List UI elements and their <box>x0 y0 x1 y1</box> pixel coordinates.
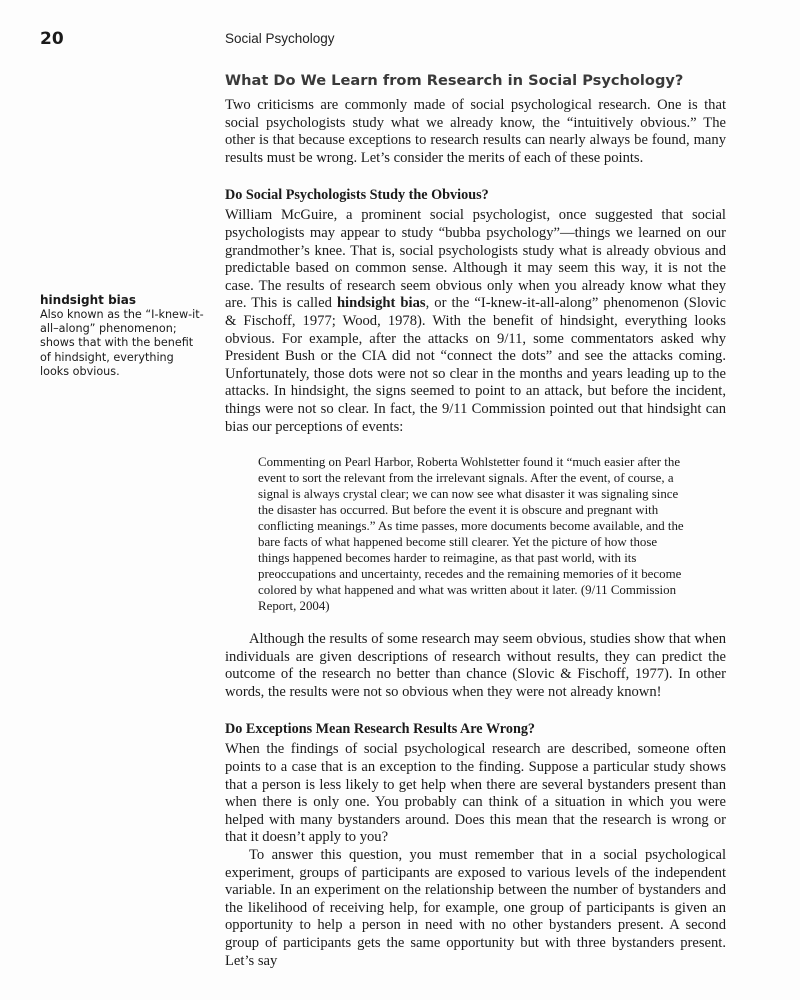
paragraph-bubba-psychology <box>225 207 726 436</box>
paragraph-text: , or the “I-knew-it-all-along” phenomenon (Slovic & Fischoff, 1977; Wood, 1978). With the benefit of hindsight, everything looks obvious. For example, after the attacks on 9/11, some commentators asked why President Bush or the CIA did not “connect the dots” and see the attacks coming. Unfortunately, those dots were not so clear in the months and years leading up to the attacks. In hindsight, the signs seemed to point to an attack, but before the incident, things were not so clear. In fact, the 9/11 Commission pointed out that hindsight can bias our perceptions of events: <box>225 295 726 435</box>
subsection-heading-obvious: Do Social Psychologists Study the Obvious? <box>225 187 489 204</box>
subsection-heading-exceptions: Do Exceptions Mean Research Results Are Wrong? <box>225 721 536 738</box>
page-number: 20 <box>40 29 64 49</box>
paragraph-exceptions: When the findings of social psychological research are described, someone often points to a case that is an exception to the finding. Suppose a particular study shows that a person is less likely to get help when there are several bystanders present than when there is only one. You probably can think of a situation in which you were helped with many bystanders around. Does this mean that the research is wrong or that it doesn’t apply to you? <box>225 741 726 846</box>
main-text-column <box>225 71 726 970</box>
glossary-term: hindsight bias <box>40 293 137 307</box>
section-intro-paragraph: Two criticisms are commonly made of social psychological research. One is that social psychologists study what we already know, the “intuitively obvious.” The other is that because exceptions to research results can nearly always be found, many results must be wrong. Let’s consider the merits of each of these points. <box>225 97 726 166</box>
paragraph-predict-outcome: Although the results of some research may seem obvious, studies show that when individuals are given descriptions of research without results, they can predict the outcome of the research no better than chance (Slovic & Fischoff, 1977). In other words, the results were not so obvious when they were not already known! <box>225 631 726 700</box>
margin-glossary-note <box>40 293 205 379</box>
glossary-definition: Also known as the “I-knew-it-all–along” phenomenon; shows that with the benefit of hindsight, everything looks obvious. <box>40 308 204 378</box>
running-head: Social Psychology <box>225 31 335 46</box>
key-term-hindsight-bias: hindsight bias <box>336 295 426 312</box>
section-heading: What Do We Learn from Research in Social Psychology? <box>225 72 684 89</box>
block-quote: Commenting on Pearl Harbor, Roberta Wohlstetter found it “much easier after the event to sort the relevant from the irrelevant signals. After the event, of course, a signal is always crystal clear; we can now see what disaster it was signaling since the disaster has occurred. But before the event it is obscure and pregnant with conflicting meanings.” As time passes, more documents become available, and the bare facts of what happened become still clearer. Yet the picture of how those things happened becomes harder to reimagine, as that past world, with its preoccupations and uncertainty, recedes and the remaining memories of it become colored by what happened and what was written about it later. (9/11 Commission Report, 2004) <box>258 455 684 614</box>
paragraph-text: William McGuire, a prominent social psychologist, once suggested that social psychologists may appear to study “bubba psychology”—things we learned on our grandmother’s knee. That is, social psychologists study what is already obvious and predictable based on common sense. Although it may seem this way, it is not the case. The results of research seem obvious only when you already know what they are. This is called <box>225 207 726 312</box>
paragraph-independent-variable: To answer this question, you must remember that in a social psychological experiment, groups of participants are exposed to various levels of the independent variable. In an experiment on the relationship between the number of bystanders and the likelihood of receiving help, for example, one group of participants is given an opportunity to help a person in need with no other bystanders present. A second group of participants gets the same opportunity but with three bystanders present. Let’s say <box>225 847 726 969</box>
